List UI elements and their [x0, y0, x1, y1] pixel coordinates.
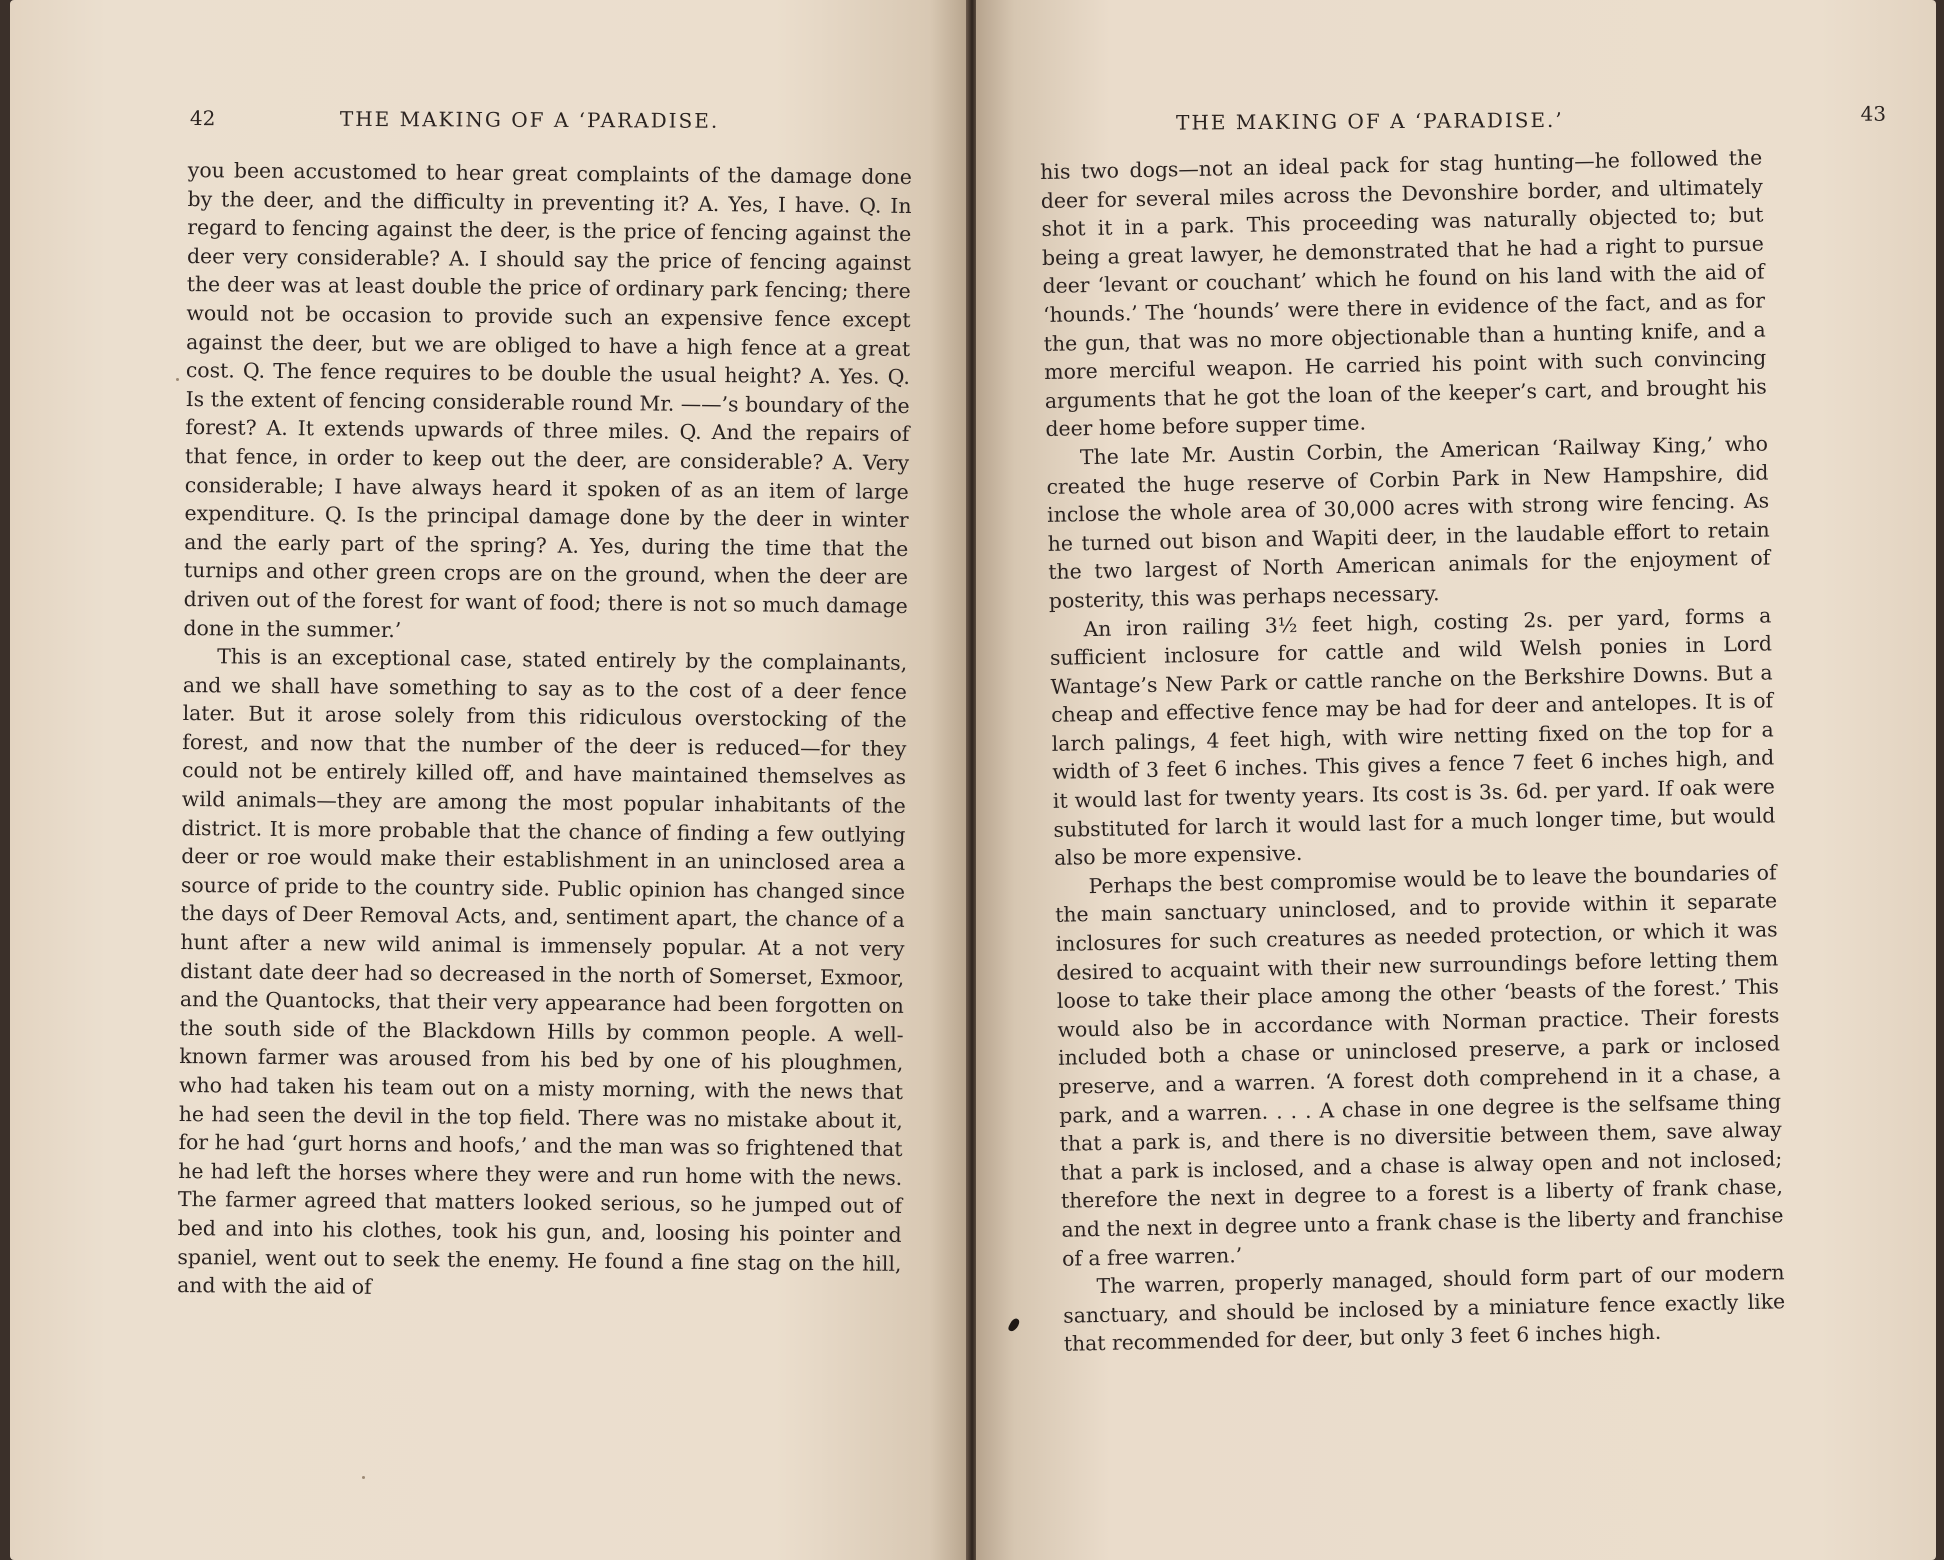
right-paragraph-4: Perhaps the best compromise would be to leave the boundaries of the main sanctuary uninclosed, and to provide within it separate inclosures for such creatures as needed protection, or which it was desired to acquaint with their new surroundings before letting them loose to take their place among the other ‘beasts of the forest.’ This would also be in accordance with Norman practice. Their forests included both a chase or uninclosed preserve, a park or inclosed preserve, and a warren. ‘A forest doth comprehend in it a chase, a park, and a warren. . . . A chase in one degree is the selfsame thing that a park is, and there is no diversitie between them, save alway that a park is inclosed, and a chase is alway open and not inclosed; therefore the next in degree to a forest is a liberty of frank chase, and the next in degree unto a frank chase is the liberty and franchise of a free warren.’ [1054, 860, 1784, 1271]
left-paragraph-2: This is an exceptional case, stated entirely by the complainants, and we shall have something to say as to the cost of a deer fence later. But it arose solely from this ridiculous overstocking of the forest, and now that the number of the deer is reduced—for they could not be entirely killed off, and have maintained themselves as wild animals—they are among the most popular inhabitants of the district. It is more probable that the chance of finding a few outlying deer or roe would make their establishment in an uninclosed area a source of pride to the country side. Public opinion has changed since the days of Deer Removal Acts, and, sentiment apart, the chance of a hunt after a new wild animal is immensely popular. At a not very distant date deer had so decreased in the north of Somerset, Exmoor, and the Quantocks, that their very appearance had been forgotten on the south side of the Blackdown Hills by common people. A well-known farmer was aroused from his bed by one of his ploughmen, who had taken his team out on a misty morning, with the news that he had seen the devil in the top field. There was no mistake about it, for he had ‘gurt horns and hoofs,’ and the man was so frightened that he had left the horses where they were and run home with the news. The farmer agreed that matters looked serious, so he jumped out of bed and into his clothes, took his gun, and, loosing his pointer and spaniel, went out to seek the enemy. He found a fine stag on the hill, and with the aid of [177, 644, 908, 1299]
left-body-text [177, 156, 912, 1307]
ink-blot-mark [1007, 1317, 1021, 1333]
right-page [976, 0, 1936, 1560]
right-paragraph-1: his two dogs—not an ideal pack for stag hunting—he followed the deer for several miles across the Devonshire border, and ultimately shot it in a park. This proceeding was naturally objected to; but being a great lawyer, he demonstrated that he had a right to pursue deer ‘levant or couchant’ which he found on his land with the aid of ‘hounds.’ The ‘hounds’ were there in evidence of the fact, and as for the gun, that was no more objectionable than a hunting knife, and a more merciful weapon. He carried his point with such convincing arguments that he got the loan of the keeper’s cart, and brought his deer home before supper time. [1040, 145, 1767, 442]
right-paragraph-3: An iron railing 3½ feet high, costing 2s. per yard, forms a sufficient inclosure for cattle and wild Welsh ponies in Lord Wantage’s New Park or cattle ranche on the Berkshire Downs. But a cheap and effective fence may be had for deer and antelopes. It is of larch palings, 4 feet high, with wire netting fixed on the top for a width of 3 feet 6 inches. This gives a fence 7 feet 6 inches high, and it would last for twenty years. Its cost is 3s. 6d. per yard. If oak were substituted for larch it would last for a much longer time, but would also be more expensive. [1049, 602, 1776, 871]
right-paragraph-2: The late Mr. Austin Corbin, the American ‘Railway King,’ who created the huge reserve of Corbin Park in New Hampshire, did inclose the whole area of 30,000 acres with strong wire fencing. As he turned out bison and Wapiti deer, in the laudable effort to retain the two largest of North American animals for the enjoyment of posterity, this was perhaps necessary. [1046, 431, 1771, 613]
left-running-header [189, 106, 950, 133]
right-paragraph-5: The warren, properly managed, should form part of our modern sanctuary, and should be inclosed by a miniature fence exactly like that recommended for deer, but only 3 feet 6 inches high. [1062, 1260, 1786, 1357]
right-running-head-title: THE MAKING OF A ‘PARADISE.’ [1176, 107, 1564, 135]
right-body-text [1040, 144, 1786, 1359]
left-page-number: 42 [189, 106, 216, 131]
right-page-number: 43 [1860, 101, 1887, 126]
left-running-head-title: THE MAKING OF A ‘PARADISE. [339, 106, 720, 133]
paper-speck [362, 1476, 365, 1479]
paper-speck [176, 378, 179, 381]
left-page [10, 0, 968, 1560]
right-running-header [1176, 101, 1916, 135]
left-paragraph-1: you been accustomed to hear great complaints of the damage done by the deer, and the difficulty in preventing it? A. Yes, I have. Q. In regard to fencing against the deer, is the price of fencing against the deer very considerable? A. I should say the price of fencing against the deer was at least double the price of ordinary park fencing; there would not be occasion to provide such an expensive fence except against the deer, but we are obliged to have a high fence at a great cost. Q. The fence requires to be double the usual height? A. Yes. Q. Is the extent of fencing considerable round Mr. ——’s boundary of the forest? A. It extends upwards of three miles. Q. And the repairs of that fence, in order to keep out the deer, are considerable? A. Very considerable; I have always heard it spoken of as an item of large expenditure. Q. Is the principal damage done by the deer in winter and the early part of the spring? A. Yes, during the time that the turnips and other green crops are on the ground, when the deer are driven out of the forest for want of food; there is not so much damage done in the summer.’ [183, 157, 912, 642]
